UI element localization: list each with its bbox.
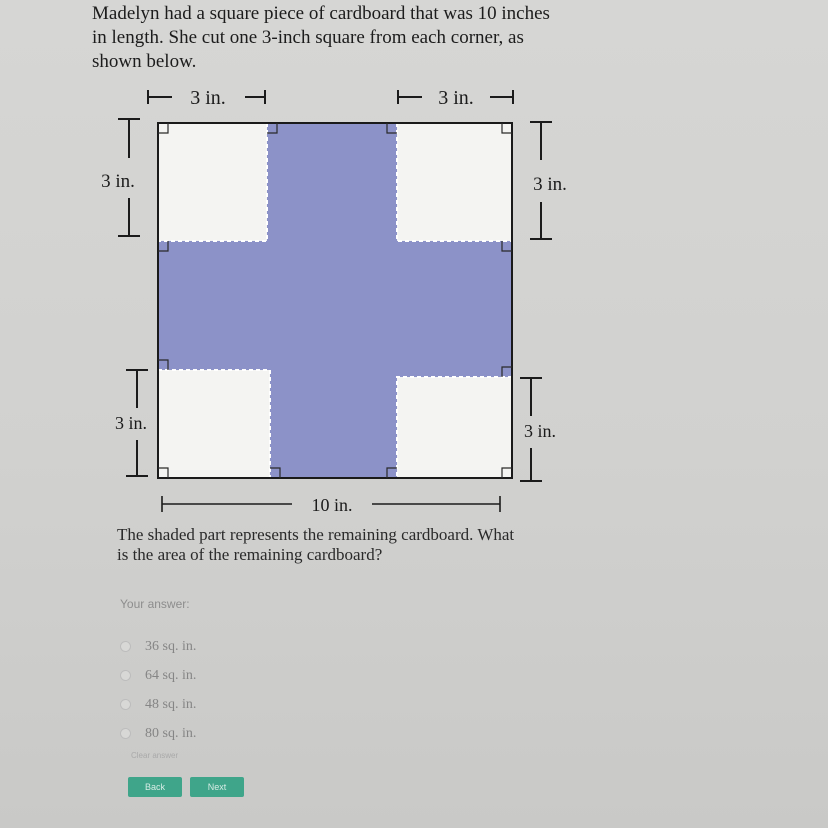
radio-button[interactable] bbox=[120, 641, 131, 652]
label-left-top: 3 in. bbox=[101, 171, 135, 192]
corner-square-top-right bbox=[397, 123, 512, 241]
radio-button[interactable] bbox=[120, 728, 131, 739]
clear-answer-link[interactable]: Clear answer bbox=[131, 751, 179, 760]
prompt-text bbox=[117, 525, 677, 565]
option-label[interactable]: 80 sq. in. bbox=[145, 725, 197, 741]
option-label[interactable]: 36 sq. in. bbox=[145, 638, 197, 654]
label-top-right: 3 in. bbox=[438, 87, 474, 109]
next-button[interactable]: Next bbox=[190, 777, 244, 797]
label-bottom: 10 in. bbox=[311, 495, 353, 515]
radio-button[interactable] bbox=[120, 699, 131, 710]
corner-square-bottom-right bbox=[397, 377, 512, 478]
radio-button[interactable] bbox=[120, 670, 131, 681]
option-row[interactable] bbox=[120, 632, 196, 661]
option-row[interactable] bbox=[120, 690, 196, 719]
question-line: shown below. bbox=[92, 51, 197, 72]
option-row[interactable] bbox=[120, 719, 196, 748]
back-button[interactable]: Back bbox=[128, 777, 182, 797]
option-row[interactable] bbox=[120, 661, 196, 690]
label-right-bottom: 3 in. bbox=[523, 421, 557, 441]
label-right-top: 3 in. bbox=[533, 174, 567, 195]
option-label[interactable]: 48 sq. in. bbox=[145, 696, 197, 712]
prompt-line: is the area of the remaining cardboard? bbox=[117, 545, 383, 564]
corner-square-top-left bbox=[158, 123, 267, 241]
corner-square-bottom-left bbox=[158, 370, 270, 478]
label-left-bottom: 3 in. bbox=[114, 413, 148, 433]
prompt-line: The shaded part represents the remaining cardboard. What bbox=[117, 525, 515, 544]
answer-options bbox=[120, 632, 196, 748]
label-top-left: 3 in. bbox=[190, 87, 226, 109]
question-line: in length. She cut one 3-inch square from each corner, as bbox=[92, 27, 524, 48]
question-line: Madelyn had a square piece of cardboard that was 10 inches bbox=[92, 3, 550, 24]
answer-label: Your answer: bbox=[120, 597, 190, 611]
option-label[interactable]: 64 sq. in. bbox=[145, 667, 197, 683]
